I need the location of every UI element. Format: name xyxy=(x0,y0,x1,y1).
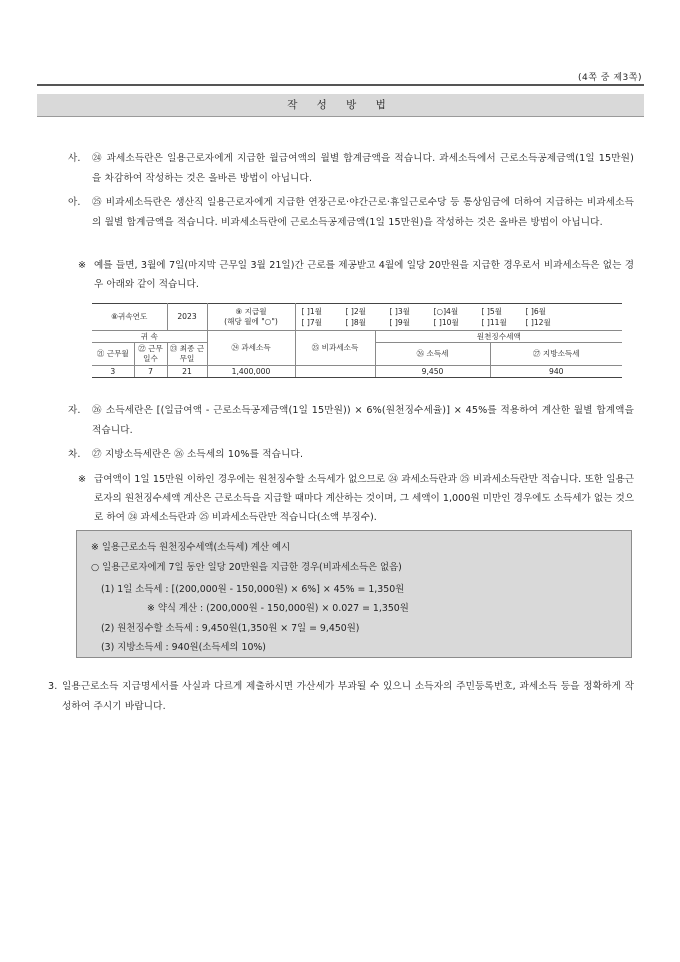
payment-month-label-1: ⑨ 지급월 xyxy=(235,307,267,316)
col-last-work-day: ㉓ 최종 근무일 xyxy=(167,343,207,366)
payment-month-label xyxy=(207,304,295,331)
item-3-label: 3. xyxy=(48,681,58,692)
calc-line-1-note: ※ 약식 계산 : (200,000원 - 150,000원) × 0.027 = 1,350원 xyxy=(147,603,409,614)
item-cha-label: 차. xyxy=(68,449,81,460)
year-value: 2023 xyxy=(167,304,207,331)
month-12: [ ]12월 xyxy=(525,318,551,327)
calculation-example-box xyxy=(76,530,632,658)
cell-income-tax: 9,450 xyxy=(375,366,490,378)
month-7: [ ]7월 xyxy=(301,318,323,327)
month-6: [ ]6월 xyxy=(525,307,547,316)
col-local-income-tax: ㉗ 지방소득세 xyxy=(490,343,622,366)
month-2: [ ]2월 xyxy=(345,307,367,316)
item-a-note-text: 예를 들면, 3월에 7일(마지막 근무일 3월 21일)간 근로를 제공받고 4월에 일당 20만원을 지급한 경우로서 비과세소득은 없는 경우 아래와 같이 적습니다. xyxy=(94,260,634,290)
item-ja xyxy=(68,401,634,441)
item-cha-note-text: 급여액이 1일 15만원 이하인 경우에는 원천징수할 소득세가 없으므로 ㉔ 과세소득란과 ㉕ 비과세소득란만 적습니다. 또한 일용근로자의 원천징수세액 계산은 근로소득을 지급할 때마다 계산하는 것이며, 그 세액이 1,000원 미만인 경우에도 소득세가 없는 것으로 하여 ㉔ 과세소득란과 ㉕ 비과세소득란만 적습니다(소액 부징수). xyxy=(94,474,634,523)
example-table xyxy=(92,303,622,378)
item-ja-text: ㉖ 소득세란은 [(일급여액 - 근로소득공제금액(1일 15만원)) × 6%(원천징수세율)] × 45%를 적용하여 계산한 월별 합계액을 적습니다. xyxy=(92,405,634,436)
calc-title: ※ 일용근로소득 원천징수세액(소득세) 계산 예시 xyxy=(91,542,291,553)
month-10: [ ]10월 xyxy=(433,318,459,327)
item-3 xyxy=(48,677,634,717)
col-work-days: ㉒ 근무 일수 xyxy=(134,343,167,366)
cell-last-work-day: 21 xyxy=(167,366,207,378)
month-8: [ ]8월 xyxy=(345,318,367,327)
page-number: (4쪽 중 제3쪽) xyxy=(578,73,642,83)
calc-case: ○ 일용근로자에게 7일 동안 일당 20만원을 지급한 경우(비과세소득은 없음) xyxy=(91,562,402,573)
col-work-month: ㉑ 근무월 xyxy=(92,343,134,366)
item-3-text: 일용근로소득 지급명세서를 사실과 다르게 제출하시면 가산세가 부과될 수 있으니 소득자의 주민등록번호, 과세소득 등을 정확하게 작성하여 주시기 바랍니다. xyxy=(62,681,634,712)
month-5: [ ]5월 xyxy=(481,307,503,316)
item-a-text: ㉕ 비과세소득란은 생산직 일용근로자에게 지급한 연장근로·야간근로·휴일근로수당 등 통상임금에 더하여 지급하는 비과세소득의 월별 합계금액을 적습니다. 비과세소득란에 근로소득공제금액(1일 15만원)을 작성하는 것은 올바른 방법이 아닙니다. xyxy=(92,197,634,228)
payment-month-label-2: (해당 월에 "○") xyxy=(224,317,278,326)
item-sa xyxy=(68,149,634,189)
reference-mark: ※ xyxy=(78,474,87,485)
item-a xyxy=(68,193,634,233)
item-ja-label: 자. xyxy=(68,405,81,416)
cell-work-month: 3 xyxy=(92,366,134,378)
months-row-1 xyxy=(302,306,622,317)
col-income-tax: ㉖ 소득세 xyxy=(375,343,490,366)
calc-line-2: (2) 원천징수할 소득세 : 9,450원(1,350원 × 7일 = 9,450원) xyxy=(101,623,360,634)
reference-mark: ※ xyxy=(78,260,87,271)
item-a-note xyxy=(78,256,634,294)
months-row-2 xyxy=(302,317,622,328)
cell-nontaxable-income xyxy=(295,366,375,378)
payment-months xyxy=(295,304,622,331)
section-title: 작 성 방 법 xyxy=(37,94,644,117)
month-1: [ ]1월 xyxy=(301,307,323,316)
col-nontaxable-income: ㉕ 비과세소득 xyxy=(295,331,375,366)
item-cha xyxy=(68,445,634,465)
withholding-header: 원천징수세액 xyxy=(375,331,622,343)
calc-line-1: (1) 1일 소득세 : [(200,000원 - 150,000원) × 6%] × 45% = 1,350원 xyxy=(101,584,405,595)
cell-local-income-tax: 940 xyxy=(490,366,622,378)
header-rule xyxy=(37,84,644,86)
item-a-label: 아. xyxy=(68,197,81,208)
item-sa-label: 사. xyxy=(68,153,81,164)
col-taxable-income: ㉔ 과세소득 xyxy=(207,331,295,366)
month-9: [ ]9월 xyxy=(389,318,411,327)
attribution-header: 귀 속 xyxy=(92,331,207,343)
item-cha-note xyxy=(78,470,634,527)
month-3: [ ]3월 xyxy=(389,307,411,316)
cell-work-days: 7 xyxy=(134,366,167,378)
item-sa-text: ㉔ 과세소득란은 일용근로자에게 지급한 월급여액의 월별 합계금액을 적습니다. 과세소득에서 근로소득공제금액(1일 15만원)을 차감하여 작성하는 것은 올바른 방법이 아닙니다. xyxy=(92,153,634,184)
calc-line-3: (3) 지방소득세 : 940원(소득세의 10%) xyxy=(101,642,266,653)
cell-taxable-income: 1,400,000 xyxy=(207,366,295,378)
month-4: [○]4월 xyxy=(433,307,459,316)
month-11: [ ]11월 xyxy=(481,318,507,327)
year-label: ⑧귀속연도 xyxy=(92,304,167,331)
item-cha-text: ㉗ 지방소득세란은 ㉖ 소득세의 10%를 적습니다. xyxy=(92,449,304,460)
